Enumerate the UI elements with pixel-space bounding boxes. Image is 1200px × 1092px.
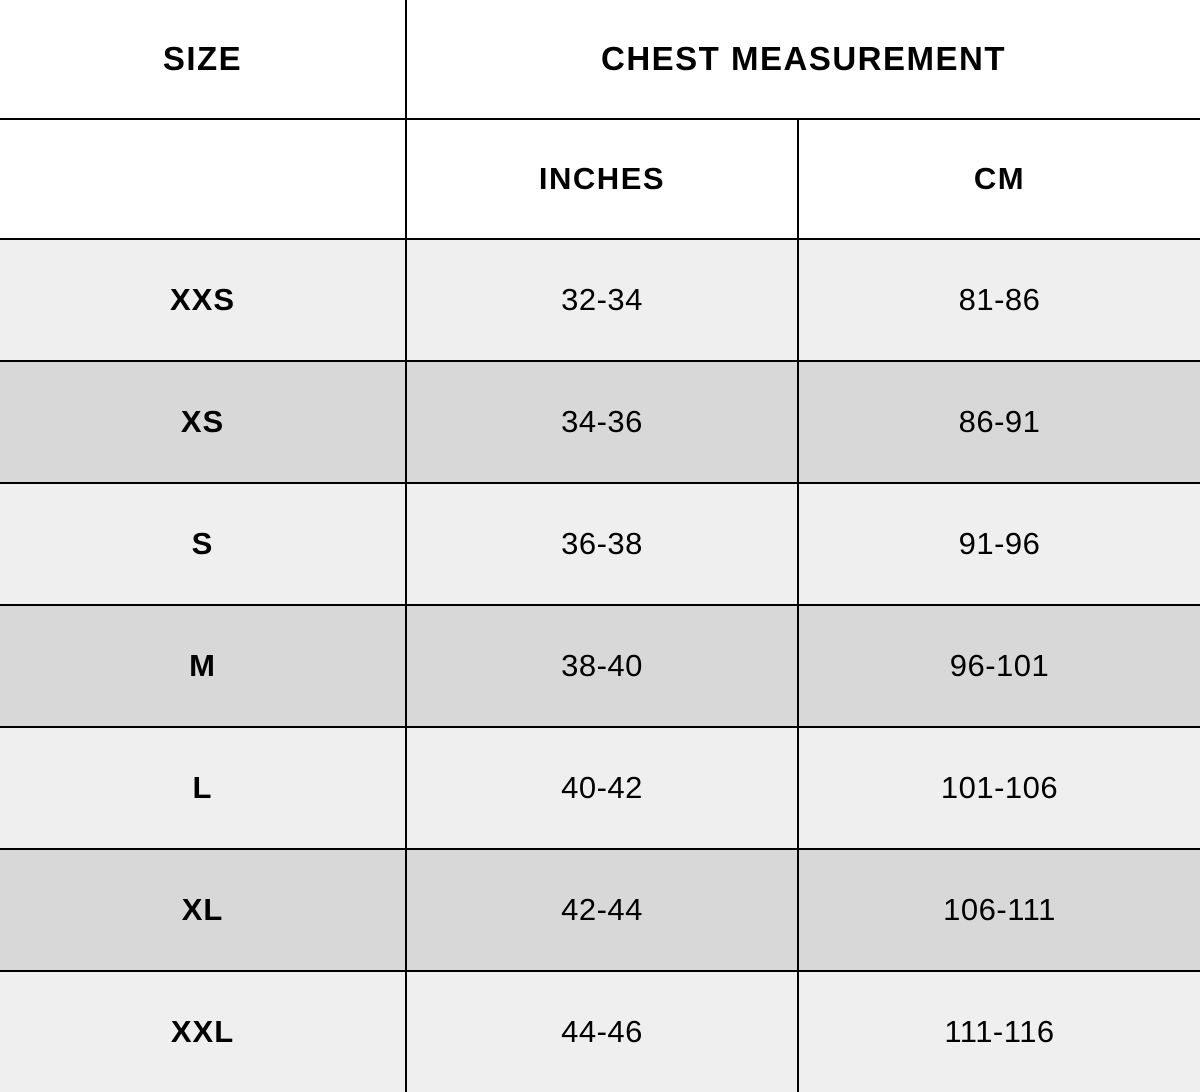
cell-size: S <box>0 483 406 605</box>
cell-size: XL <box>0 849 406 971</box>
cell-size: XS <box>0 361 406 483</box>
cell-inches: 44-46 <box>406 971 798 1092</box>
cell-cm: 96-101 <box>798 605 1200 727</box>
header-size: SIZE <box>0 0 406 119</box>
cell-size: XXS <box>0 239 406 361</box>
cell-size: XXL <box>0 971 406 1092</box>
cell-inches: 40-42 <box>406 727 798 849</box>
cell-cm: 106-111 <box>798 849 1200 971</box>
cell-inches: 34-36 <box>406 361 798 483</box>
table-row <box>0 239 1200 361</box>
cell-inches: 36-38 <box>406 483 798 605</box>
header-chest-measurement: CHEST MEASUREMENT <box>406 0 1200 119</box>
cell-size: M <box>0 605 406 727</box>
table-row <box>0 849 1200 971</box>
cell-inches: 32-34 <box>406 239 798 361</box>
table-row <box>0 483 1200 605</box>
cell-inches: 42-44 <box>406 849 798 971</box>
header-cm: CM <box>798 119 1200 239</box>
table-row <box>0 605 1200 727</box>
table-row <box>0 361 1200 483</box>
cell-cm: 101-106 <box>798 727 1200 849</box>
table-header-row-primary <box>0 0 1200 119</box>
cell-inches: 38-40 <box>406 605 798 727</box>
cell-cm: 81-86 <box>798 239 1200 361</box>
table-row <box>0 727 1200 849</box>
cell-cm: 86-91 <box>798 361 1200 483</box>
cell-cm: 111-116 <box>798 971 1200 1092</box>
table-header-row-units <box>0 119 1200 239</box>
header-inches: INCHES <box>406 119 798 239</box>
cell-size: L <box>0 727 406 849</box>
header-spacer <box>0 119 406 239</box>
cell-cm: 91-96 <box>798 483 1200 605</box>
